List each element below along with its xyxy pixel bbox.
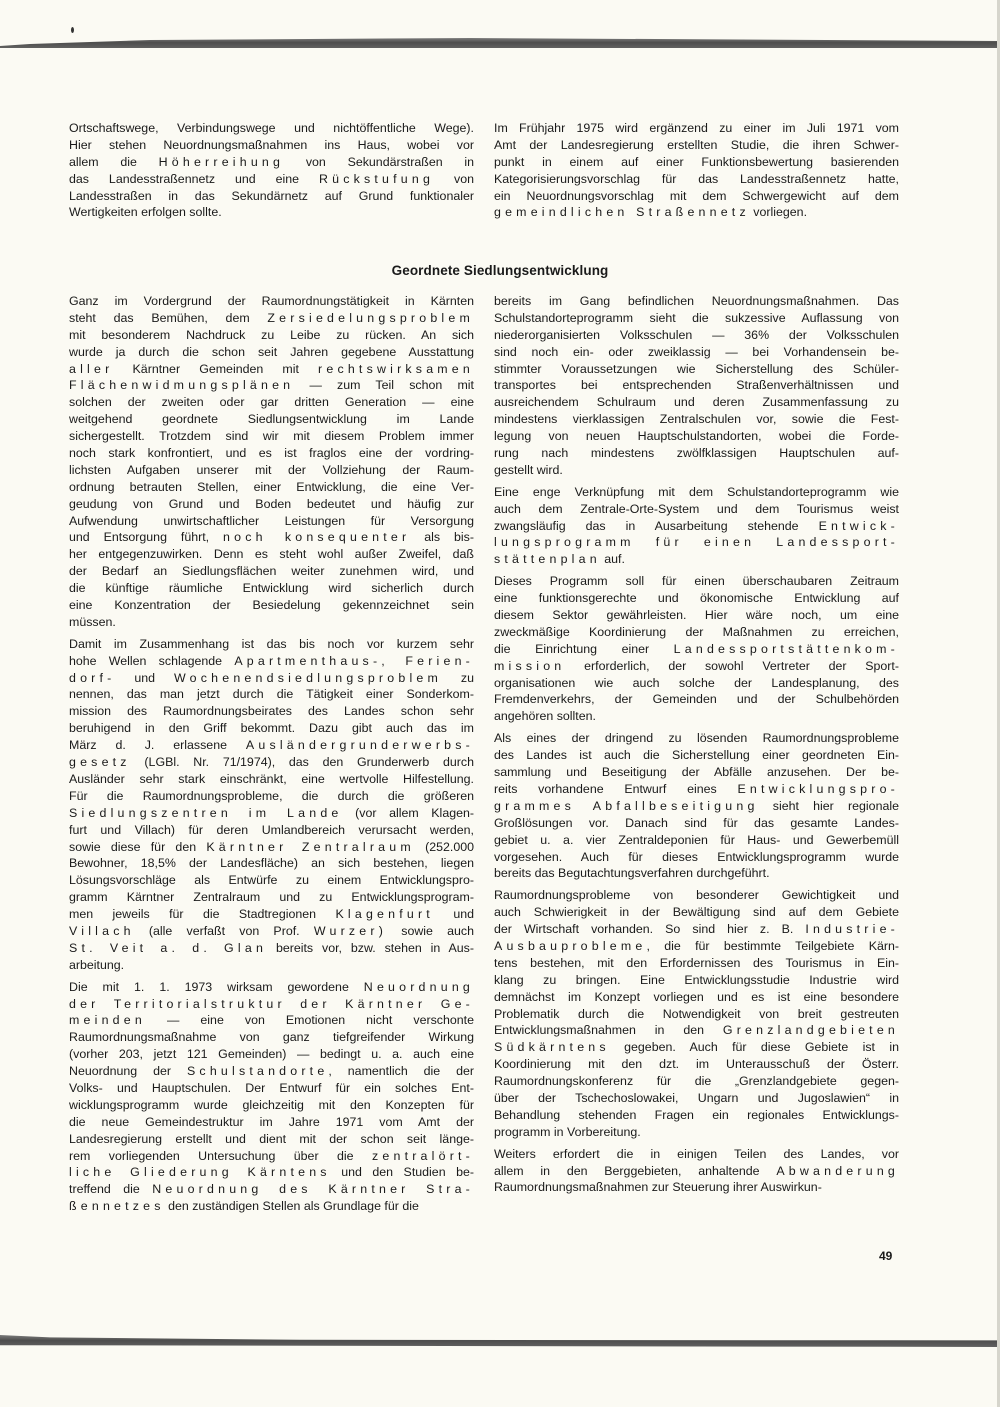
text-run: (alle verfaßt von Prof. bbox=[134, 923, 314, 938]
emphasized-term: liche Gliederung Kärntens bbox=[69, 1165, 331, 1180]
text-run: , namentlich die der bbox=[328, 1064, 474, 1079]
text-line bbox=[69, 720, 474, 737]
text-run: wurde ja durch die schon seit Jahren gegebene Ausstattung bbox=[69, 344, 474, 359]
text-run: Eine enge Verknüpfung mit dem Schulstandorteprogramm wie bbox=[494, 484, 899, 499]
text-run: — eine von Emotionen nicht verschonte bbox=[145, 1013, 474, 1028]
text-line bbox=[69, 513, 474, 530]
text-line bbox=[69, 120, 474, 137]
emphasized-term: Siedlungszentren im Lande bbox=[69, 805, 343, 820]
text-run: Volks- und Hauptschulen. Der Entwurf für ein solches Ent- bbox=[69, 1080, 474, 1095]
text-line bbox=[494, 573, 899, 590]
text-run: bereits das Begutachtungsverfahren durchgeführt. bbox=[494, 866, 770, 881]
text-line bbox=[494, 534, 899, 551]
emphasized-term: grammes Abfallbeseitigung bbox=[494, 798, 759, 813]
text-run: Raumordnungsmaßnahme von ganz tiefgreifender Wirkung bbox=[69, 1030, 474, 1045]
text-line bbox=[494, 551, 899, 568]
text-line bbox=[494, 377, 899, 394]
text-run: sind noch ein- oder zweiklassig — bei Vorhandensein be- bbox=[494, 344, 899, 359]
emphasized-term: der Territorialstruktur der Kärntner Ge- bbox=[69, 996, 474, 1011]
text-run: müssen. bbox=[69, 614, 116, 629]
text-line bbox=[494, 445, 899, 462]
text-run: sammlung und Beseitigung der Abfälle anzusehen. Der be- bbox=[494, 765, 899, 780]
text-line bbox=[69, 636, 474, 653]
text-line bbox=[69, 1198, 474, 1215]
text-run: über der Tschechoslowakei, Ungarn und Jugoslawien“ in bbox=[494, 1090, 899, 1105]
text-line bbox=[69, 1164, 474, 1181]
text-run: und Entsorgung führt, bbox=[69, 530, 224, 545]
text-run: Wertigkeiten erfolgen sollte. bbox=[69, 205, 222, 220]
text-line bbox=[494, 462, 899, 479]
text-run: her entgegenzuwirken. Denn es steht wohl außer Zweifel, daß bbox=[69, 547, 474, 562]
text-run: legung von neuen Hauptschulstandorten, wobei die Forde- bbox=[494, 429, 899, 444]
text-run: und bbox=[115, 670, 174, 685]
text-run: Für die Raumordnungsprobleme, die durch die größeren bbox=[69, 788, 474, 803]
emphasized-term: aller bbox=[69, 361, 114, 376]
text-line bbox=[494, 921, 899, 938]
text-line bbox=[69, 496, 474, 513]
text-run: bereits im Gang befindlichen Neuordnungsmaßnahmen. Das bbox=[494, 294, 899, 308]
text-line bbox=[494, 1073, 899, 1090]
emphasized-term: lungsprogramm für einen Landessport- bbox=[494, 535, 899, 550]
text-run: angehören sollten. bbox=[494, 709, 596, 724]
text-line bbox=[494, 1022, 899, 1039]
text-run: Im Frühjahr 1975 wird ergänzend zu einer im Juli 1971 vom bbox=[494, 121, 899, 135]
text-run: auch Schwierigkeit in der Bewältigung sind auf dem Gebiete bbox=[494, 905, 899, 920]
text-line bbox=[69, 1029, 474, 1046]
text-run: wicklungsprogramm wurde gleichzeitig mit den Konzepten für bbox=[69, 1097, 474, 1112]
emphasized-term: mission bbox=[494, 658, 566, 673]
text-run: sowie auch bbox=[387, 923, 474, 938]
text-run: Schulstandorteprogramm sieht die sukzessive Auflassung von bbox=[494, 310, 899, 325]
text-line bbox=[69, 1181, 474, 1198]
text-run: punkt in einem auf einer Funktionsbewertung basierenden bbox=[494, 154, 899, 169]
text-run: vorliegen. bbox=[749, 205, 808, 220]
text-line bbox=[69, 1080, 474, 1097]
text-run: von bbox=[434, 171, 474, 186]
text-run: gestellt wird. bbox=[494, 462, 563, 477]
emphasized-term: stättenplan bbox=[494, 552, 601, 567]
emphasized-term: rechtswirksamen bbox=[318, 361, 474, 376]
emphasized-term: Wurzer) bbox=[313, 923, 388, 938]
emphasized-term: Landessportstättenkom- bbox=[673, 641, 899, 656]
text-run: des Landes ist auch die Sicherstellung einer geordneten Ein- bbox=[494, 748, 899, 763]
text-run: Hier stehen Neuordnungsmaßnahmen ins Haus, wobei vor bbox=[69, 137, 474, 152]
emphasized-term: gemeindlichen Straßennetz bbox=[494, 205, 750, 220]
text-run: sichergestellt. Trotzdem sind wir mit diesem Problem immer bbox=[69, 429, 474, 444]
text-line bbox=[69, 529, 474, 546]
text-line bbox=[69, 906, 474, 923]
emphasized-term: St. Veit a. d. Glan bbox=[69, 940, 268, 955]
text-line bbox=[69, 703, 474, 720]
text-run: gramm Kärntner Zentralraum und zu Entwicklungsprogram- bbox=[69, 890, 474, 905]
text-line bbox=[69, 1131, 474, 1148]
emphasized-term: Schulstandorte bbox=[186, 1064, 329, 1079]
emphasized-term: Zersiedelungsproblem bbox=[267, 310, 474, 325]
text-line bbox=[494, 361, 899, 378]
text-run: Dieses Programm soll für einen überschaubaren Zeitraum bbox=[494, 574, 899, 589]
text-run: (LGBl. Nr. 71/1974), das den Grunderwerb durch bbox=[130, 755, 474, 770]
text-line bbox=[69, 411, 474, 428]
text-line bbox=[494, 188, 899, 205]
text-line bbox=[494, 1056, 899, 1073]
text-run: Aufwendung unwirtschaftlicher Leistungen für Versorgung bbox=[69, 513, 474, 528]
text-run: Behandlung stehenden Fragen ein regionales Entwicklungs- bbox=[494, 1107, 899, 1122]
text-run: vorgesehen. Auch für dieses Entwicklungsprogramm wurde bbox=[494, 849, 899, 864]
emphasized-term: Rückstufung bbox=[318, 171, 435, 186]
emphasized-term: ßennetzes bbox=[69, 1199, 165, 1214]
text-run: (vorher 203, jetzt 121 Gemeinden) — bedingt u. a. auch eine bbox=[69, 1047, 474, 1062]
emphasized-term: Industrie- bbox=[805, 922, 899, 937]
paragraph bbox=[69, 636, 474, 974]
text-line bbox=[494, 1146, 899, 1163]
text-line bbox=[69, 805, 474, 822]
emphasized-term: dorf- bbox=[69, 670, 116, 685]
text-line bbox=[494, 137, 899, 154]
text-line bbox=[494, 518, 899, 535]
text-line bbox=[494, 428, 899, 445]
text-line bbox=[69, 940, 474, 957]
text-line bbox=[69, 957, 474, 974]
text-line bbox=[494, 310, 899, 327]
emphasized-term: Villach bbox=[69, 923, 135, 938]
text-line bbox=[69, 996, 474, 1013]
text-run: (252.000 bbox=[414, 839, 475, 854]
emphasized-term: Ausländergrunderwerbs- bbox=[245, 738, 474, 753]
text-run: Ortschaftswege, Verbindungswege und nichtöffentliche Wege). bbox=[69, 121, 474, 135]
text-line bbox=[69, 855, 474, 872]
emphasized-term: Entwick- bbox=[818, 518, 899, 533]
emphasized-term: Grenzlandgebieten bbox=[722, 1023, 899, 1038]
text-line bbox=[69, 754, 474, 771]
text-run: Kärntner Gemeinden mit bbox=[113, 361, 319, 376]
text-line bbox=[494, 747, 899, 764]
page-number: 49 bbox=[879, 1249, 893, 1263]
text-line bbox=[69, 188, 474, 205]
text-line bbox=[494, 989, 899, 1006]
text-run: reits vorhandene Entwurf eines bbox=[494, 781, 738, 796]
scan-shadow-bottom bbox=[0, 1335, 1000, 1347]
text-run: ordnung betrauten Stellen, einer Entwicklung, die eine Ver- bbox=[69, 479, 474, 494]
text-run: und den Studien be- bbox=[330, 1165, 474, 1180]
text-run: rem vorliegenden Untersuchung über die bbox=[69, 1148, 373, 1163]
text-run: die neue Gemeindestruktur im Jahre 1971 vom Amt der bbox=[69, 1114, 474, 1129]
text-run: der Wirtschaft vorhanden. So sind hier z. B. bbox=[494, 922, 806, 937]
text-line bbox=[494, 607, 899, 624]
text-line bbox=[494, 904, 899, 921]
text-line bbox=[69, 377, 474, 394]
emphasized-term: gesetz bbox=[69, 755, 131, 770]
text-line bbox=[69, 1148, 474, 1165]
text-line bbox=[69, 670, 474, 687]
text-run: Landesstraßen in das Sekundärnetz auf Grund funktionaler bbox=[69, 188, 474, 203]
text-line bbox=[69, 614, 474, 631]
text-run: diesem Sektor gewährleisten. Hier wäre noch, um eine bbox=[494, 608, 899, 623]
text-line bbox=[69, 154, 474, 171]
text-run: steht das Bemühen, dem bbox=[69, 310, 268, 325]
text-line bbox=[494, 327, 899, 344]
text-line bbox=[69, 686, 474, 703]
text-line bbox=[494, 154, 899, 171]
emphasized-term: zentralört- bbox=[372, 1148, 474, 1163]
paragraph bbox=[494, 484, 899, 568]
text-line bbox=[494, 1124, 899, 1141]
text-run: auf. bbox=[600, 552, 625, 567]
text-run: Raumordnungsmaßnahmen zur Steuerung ihrer Auswirkun- bbox=[494, 1180, 822, 1195]
text-run: organisationen wie auch solche der Landesplanung, des bbox=[494, 675, 899, 690]
text-line bbox=[494, 865, 899, 882]
left-column bbox=[69, 293, 474, 1220]
text-line bbox=[69, 822, 474, 839]
paragraph bbox=[69, 979, 474, 1215]
text-line bbox=[494, 832, 899, 849]
text-line bbox=[494, 675, 899, 692]
emphasized-term: noch konsequenter bbox=[223, 530, 411, 545]
text-line bbox=[494, 955, 899, 972]
text-run: rung nach mindestens zwölfklassigen Hauptschulen auf- bbox=[494, 446, 899, 461]
text-line bbox=[494, 1090, 899, 1107]
text-run: sieht hier regionale bbox=[758, 798, 899, 813]
text-line bbox=[494, 1179, 899, 1196]
text-run: noch stark konfrontiert, und es ist fraglos eine der vordring- bbox=[69, 446, 474, 461]
text-run: Koordinierung mit den dzt. im Unterausschuß der Österr. bbox=[494, 1057, 899, 1072]
paragraph bbox=[494, 730, 899, 882]
top-right-text bbox=[494, 120, 899, 221]
text-run: und bbox=[433, 907, 474, 922]
text-line bbox=[494, 394, 899, 411]
text-run: Großlösungen vor. Danach sind für das gesamte Landes- bbox=[494, 815, 899, 830]
emphasized-term: Höherreihung bbox=[158, 154, 285, 169]
text-line bbox=[69, 327, 474, 344]
text-run: eine funktionsgerechte und ökonomische Entwicklung auf bbox=[494, 591, 899, 606]
section-heading: Geordnete Siedlungsentwicklung bbox=[391, 263, 609, 278]
text-run: Bewohner, 18,5% der Landesfläche) an sich bestehen, liegen bbox=[69, 856, 474, 871]
text-run: nennen, das man jetzt durch die Tätigkeit einer Sonderkom- bbox=[69, 687, 474, 702]
scan-shadow-top bbox=[0, 38, 1000, 48]
text-run: Die mit 1. 1. 1973 wirksam gewordene bbox=[69, 979, 364, 994]
text-run: Kategorisierungsvorschlag für das Landesstraßennetz hatte, bbox=[494, 171, 899, 186]
text-run: weitgehend geordnete Siedlungsentwicklung im Lande bbox=[69, 412, 474, 427]
text-line bbox=[69, 479, 474, 496]
text-run: als bis- bbox=[410, 530, 474, 545]
text-line bbox=[494, 590, 899, 607]
paragraph bbox=[494, 573, 899, 725]
text-run: Raumordnungskonferenz für die „Grenzlandgebiete gegen- bbox=[494, 1074, 899, 1089]
text-run: eine Konzentration der Besiedelung gekennzeichnet sein bbox=[69, 598, 474, 613]
text-line bbox=[69, 137, 474, 154]
top-left-text bbox=[69, 120, 474, 221]
text-run: transportes bei entsprechenden Straßenverhältnissen und bbox=[494, 378, 899, 393]
text-run: sowie diese für den bbox=[69, 839, 207, 854]
text-run: tens bestehen, mit den Erfordernissen des Tourismus in Ein- bbox=[494, 955, 899, 970]
text-run: furt und Villach) für deren Umlandbereich verursacht werden, bbox=[69, 822, 474, 837]
text-line bbox=[494, 344, 899, 361]
text-line bbox=[69, 462, 474, 479]
text-run: programm in Vorbereitung. bbox=[494, 1124, 641, 1139]
emphasized-term: Neuordnung bbox=[363, 979, 474, 994]
text-line bbox=[69, 204, 474, 221]
text-run: Damit im Zusammenhang ist das bis noch vor kurzem sehr bbox=[69, 636, 474, 651]
text-run: (vor allem Klagen- bbox=[342, 805, 475, 820]
emphasized-term: Klagenfurt bbox=[335, 907, 434, 922]
text-line bbox=[494, 641, 899, 658]
emphasized-term: Südkärntens bbox=[494, 1040, 610, 1055]
text-line bbox=[69, 310, 474, 327]
text-line bbox=[494, 293, 899, 310]
text-run: stimmter Voraussetzungen wie Sicherstellung des Schüler- bbox=[494, 361, 899, 376]
text-line bbox=[494, 1039, 899, 1056]
text-run: Raumordnungsprobleme von besonderer Gewichtigkeit und bbox=[494, 888, 899, 903]
right-column bbox=[494, 293, 899, 1201]
paragraph bbox=[494, 887, 899, 1140]
text-line bbox=[69, 597, 474, 614]
text-run: von Sekundärstraßen in bbox=[284, 154, 474, 169]
text-run: treffend die bbox=[69, 1182, 153, 1197]
text-line bbox=[69, 889, 474, 906]
text-run: Lösungsvorschläge als Entwürfe zu einem Entwicklungspro- bbox=[69, 873, 474, 888]
text-run: ausreichendem Schulraum und deren Zusammenfassung zu bbox=[494, 395, 899, 410]
text-run: arbeitung. bbox=[69, 957, 125, 972]
text-run: solchen der zweiten oder gar dritten Generation — eine bbox=[69, 395, 474, 410]
text-run: das Landesstraßennetz und eine bbox=[69, 171, 319, 186]
text-line bbox=[69, 428, 474, 445]
text-line bbox=[69, 923, 474, 940]
text-run: mit besonderem Nachdruck zu Leibe zu rücken. An sich bbox=[69, 327, 474, 342]
text-run: den zuständigen Stellen als Grundlage für die bbox=[164, 1199, 419, 1214]
text-line bbox=[494, 887, 899, 904]
text-run: Fremdenverkehrs, der Gemeinden und der Schulbehörden bbox=[494, 692, 899, 707]
text-run: klang zu bringen. Eine Entwicklungsstudie Industrie wird bbox=[494, 972, 899, 987]
text-line bbox=[69, 394, 474, 411]
text-line bbox=[494, 691, 899, 708]
text-line bbox=[494, 658, 899, 675]
emphasized-term: Flächenwidmungsplänen bbox=[69, 378, 295, 393]
emphasized-term: Kärntner Zentralraum bbox=[206, 839, 415, 854]
text-line bbox=[494, 764, 899, 781]
text-line bbox=[69, 344, 474, 361]
paragraph bbox=[494, 1146, 899, 1197]
text-run: Amt der Landesregierung erstellten Studie, die ihren Schwer- bbox=[494, 137, 899, 152]
text-run: mission des Raumordnungsbeirates des Landes schon sehr bbox=[69, 704, 474, 719]
emphasized-term: Entwicklungspro- bbox=[737, 781, 899, 796]
text-line bbox=[69, 1012, 474, 1029]
text-run: hohe Wellen schlagende bbox=[69, 653, 235, 668]
text-run: allem in den Berggebieten, anhaltende bbox=[494, 1163, 777, 1178]
scan-speck bbox=[71, 27, 74, 33]
text-run: Problematik durch die Notwendigkeit von breit gestreuten bbox=[494, 1006, 899, 1021]
text-run: niederorganisierten Volksschulen — 36% der Volksschulen bbox=[494, 327, 899, 342]
text-line bbox=[494, 1107, 899, 1124]
text-run: mindestens vierklassigen Zentralschulen vor, sowie die Fest- bbox=[494, 412, 899, 427]
text-run: der Bedarf an Siedlungsflächen weiter zunehmen wird, und bbox=[69, 564, 474, 579]
text-run: Landesregierung erstellt und dient mit der schon seit länge- bbox=[69, 1131, 474, 1146]
text-line bbox=[494, 708, 899, 725]
text-run: geudung von Grund und Boden bedeutet und häufig zur bbox=[69, 496, 474, 511]
text-run: die Einrichtung einer bbox=[494, 641, 674, 656]
text-run: Neuordnung der bbox=[69, 1064, 187, 1079]
emphasized-term: Neuordnung des Kärntner Stra- bbox=[152, 1182, 475, 1197]
text-run: März d. J. erlassene bbox=[69, 738, 246, 753]
text-line bbox=[494, 815, 899, 832]
text-line bbox=[494, 624, 899, 641]
text-line bbox=[69, 171, 474, 188]
paragraph bbox=[69, 293, 474, 631]
text-line bbox=[69, 1097, 474, 1114]
emphasized-term: Apartmenthaus-, Ferien- bbox=[234, 653, 474, 668]
paragraph bbox=[494, 293, 899, 479]
text-run: — zum Teil schon mit bbox=[294, 378, 474, 393]
text-line bbox=[69, 771, 474, 788]
text-run: ein Neuordnungsvorschlag mit dem Schwergewicht auf dem bbox=[494, 188, 899, 203]
text-run: Ganz im Vordergrund der Raumordnungstätigkeit in Kärnten bbox=[69, 294, 474, 308]
text-line bbox=[494, 730, 899, 747]
text-line bbox=[494, 781, 899, 798]
emphasized-term: Abwanderung bbox=[776, 1163, 899, 1178]
text-line bbox=[69, 580, 474, 597]
text-run: men jeweils für die Stadtregionen bbox=[69, 907, 336, 922]
text-run: die künftige räumliche Entwicklung wird sicherlich durch bbox=[69, 581, 474, 596]
text-run: bereits vor, bzw. stehen in Aus- bbox=[267, 940, 475, 955]
text-line bbox=[69, 546, 474, 563]
text-line bbox=[494, 171, 899, 188]
emphasized-term: Wochenendsiedlungsproblem bbox=[173, 670, 443, 685]
text-run: auch dem Zentrale-Orte-System und dem Tourismus weist bbox=[494, 501, 899, 516]
emphasized-term: meinden bbox=[69, 1013, 146, 1028]
text-line bbox=[494, 484, 899, 501]
text-line bbox=[69, 839, 474, 856]
text-line bbox=[69, 1046, 474, 1063]
text-line bbox=[69, 445, 474, 462]
text-line bbox=[494, 501, 899, 518]
text-line bbox=[69, 293, 474, 310]
text-line bbox=[494, 972, 899, 989]
text-run: , die für bestimmte Teilgebiete Kärn- bbox=[646, 938, 899, 953]
text-run: zwangsläufig das in Ausarbeitung stehende bbox=[494, 518, 819, 533]
text-line bbox=[69, 653, 474, 670]
text-run: Als eines der dringend zu lösenden Raumordnungsprobleme bbox=[494, 731, 899, 746]
text-line bbox=[494, 1163, 899, 1180]
text-run: Entwicklungsmaßnahmen in den bbox=[494, 1023, 723, 1038]
text-run: erforderlich, der sowohl Vertreter der Sport- bbox=[565, 658, 899, 673]
text-run: gebiet u. a. vier Zentraldeponien für Haus- und Gewerbemüll bbox=[494, 832, 899, 847]
text-line bbox=[69, 737, 474, 754]
text-line bbox=[494, 798, 899, 815]
text-run: beruhigend in den Griff bekommt. Dazu gibt auch das im bbox=[69, 721, 474, 736]
text-run: zweckmäßige Koordinierung der Maßnahmen zu erreichen, bbox=[494, 624, 899, 639]
emphasized-term: Ausbauprobleme bbox=[494, 938, 647, 953]
text-line bbox=[69, 563, 474, 580]
text-run: allem die bbox=[69, 154, 159, 169]
text-run: Weiters erfordert die in einigen Teilen des Landes, vor bbox=[494, 1146, 899, 1161]
text-line bbox=[494, 938, 899, 955]
text-run: zu bbox=[442, 670, 475, 685]
text-line bbox=[69, 1063, 474, 1080]
text-run: gegeben. Auch für diese Gebiete ist in bbox=[609, 1040, 899, 1055]
text-run: Ausländer sehr stark einschränkt, eine wertvolle Hilfestellung. bbox=[69, 771, 474, 786]
text-line bbox=[494, 411, 899, 428]
text-line bbox=[69, 872, 474, 889]
text-run: lichsten Aufgaben unserer mit der Vollziehung der Raum- bbox=[69, 462, 474, 477]
text-line bbox=[69, 1114, 474, 1131]
text-line bbox=[69, 979, 474, 996]
text-line bbox=[494, 120, 899, 137]
text-line bbox=[494, 204, 899, 221]
text-line bbox=[69, 788, 474, 805]
text-line bbox=[494, 849, 899, 866]
text-line bbox=[69, 361, 474, 378]
text-run: demnächst im Konzept vorliegen und es ist eine besondere bbox=[494, 989, 899, 1004]
text-line bbox=[494, 1006, 899, 1023]
